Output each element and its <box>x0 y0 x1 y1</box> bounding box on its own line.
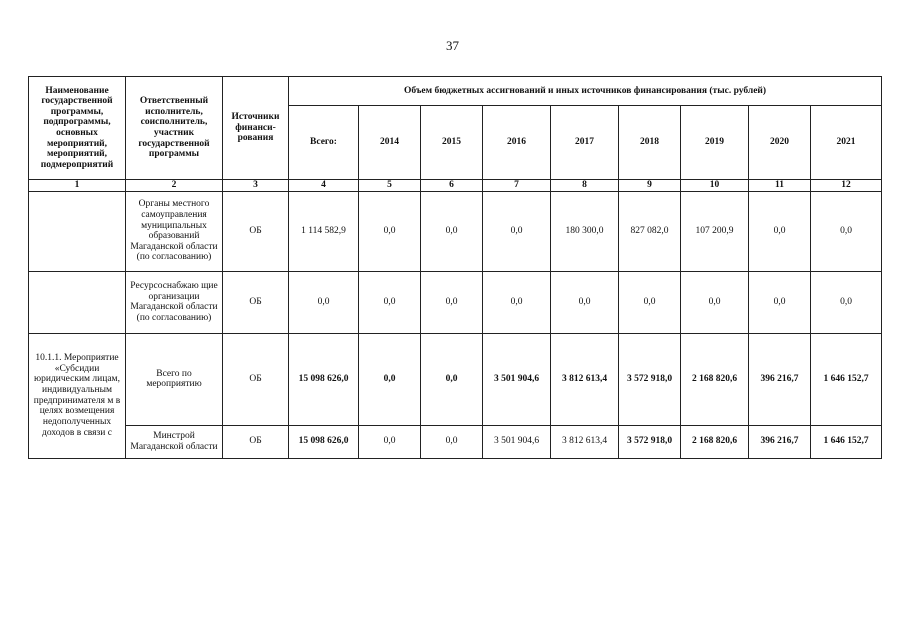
year-cell: 0,0 <box>551 271 619 333</box>
year-cell: 827 082,0 <box>619 191 681 271</box>
column-number: 12 <box>811 180 882 192</box>
column-number: 3 <box>223 180 289 192</box>
header-year: 2017 <box>551 106 619 180</box>
header-responsible: Ответственный исполнитель, соисполнитель, участник государственной программы <box>126 77 223 180</box>
source-cell: ОБ <box>223 425 289 458</box>
row-name-cell <box>29 271 126 333</box>
budget-table <box>28 76 882 459</box>
year-cell: 3 501 904,6 <box>483 425 551 458</box>
header-year: 2014 <box>359 106 421 180</box>
year-cell: 2 168 820,6 <box>681 425 749 458</box>
measure-name-cell: 10.1.1. Мероприятие «Субсидии юридическим лицам, индивидуальным предпринимателя м в целях возмещения недополученных доходов в связи с <box>29 333 126 458</box>
header-volume: Объем бюджетных ассигнований и иных источников финансирования (тыс. рублей) <box>289 77 882 106</box>
table-row <box>29 425 882 458</box>
header-year: 2016 <box>483 106 551 180</box>
row-name-cell <box>29 191 126 271</box>
column-number: 6 <box>421 180 483 192</box>
page-number: 37 <box>446 38 459 53</box>
header-year: 2020 <box>749 106 811 180</box>
source-cell: ОБ <box>223 271 289 333</box>
total-cell: 1 114 582,9 <box>289 191 359 271</box>
responsible-cell: Ресурсоснабжаю щие организации Магаданской области (по согласованию) <box>126 271 223 333</box>
year-cell: 0,0 <box>421 425 483 458</box>
year-cell: 0,0 <box>421 333 483 425</box>
year-cell: 3 812 613,4 <box>551 425 619 458</box>
year-cell: 0,0 <box>811 191 882 271</box>
total-cell: 15 098 626,0 <box>289 425 359 458</box>
header-year: 2019 <box>681 106 749 180</box>
year-cell: 0,0 <box>483 271 551 333</box>
total-cell: 0,0 <box>289 271 359 333</box>
year-cell: 0,0 <box>359 425 421 458</box>
table-row <box>29 333 882 425</box>
source-cell: ОБ <box>223 191 289 271</box>
column-number: 8 <box>551 180 619 192</box>
year-cell: 0,0 <box>749 191 811 271</box>
year-cell: 0,0 <box>811 271 882 333</box>
year-cell: 396 216,7 <box>749 425 811 458</box>
responsible-cell: Всего по мероприятию <box>126 333 223 425</box>
source-cell: ОБ <box>223 333 289 425</box>
year-cell: 0,0 <box>421 191 483 271</box>
year-cell: 1 646 152,7 <box>811 333 882 425</box>
column-number: 9 <box>619 180 681 192</box>
column-number: 2 <box>126 180 223 192</box>
column-number: 1 <box>29 180 126 192</box>
year-cell: 0,0 <box>681 271 749 333</box>
year-cell: 0,0 <box>483 191 551 271</box>
year-cell: 0,0 <box>421 271 483 333</box>
column-number: 7 <box>483 180 551 192</box>
year-cell: 0,0 <box>619 271 681 333</box>
year-cell: 0,0 <box>749 271 811 333</box>
header-total: Всего: <box>289 106 359 180</box>
responsible-cell: Минстрой Магаданской области <box>126 425 223 458</box>
year-cell: 1 646 152,7 <box>811 425 882 458</box>
column-number-row <box>29 180 882 192</box>
column-number: 10 <box>681 180 749 192</box>
year-cell: 0,0 <box>359 333 421 425</box>
header-row <box>29 77 882 106</box>
table-row <box>29 271 882 333</box>
header-name: Наименование государственной программы, подпрограммы, основных мероприятий, мероприятий, подмероприятий <box>29 77 126 180</box>
year-cell: 3 812 613,4 <box>551 333 619 425</box>
column-number: 11 <box>749 180 811 192</box>
column-number: 5 <box>359 180 421 192</box>
header-sources: Источники финанси-рования <box>223 77 289 180</box>
year-cell: 3 501 904,6 <box>483 333 551 425</box>
header-year: 2018 <box>619 106 681 180</box>
year-cell: 0,0 <box>359 191 421 271</box>
year-cell: 3 572 918,0 <box>619 425 681 458</box>
year-cell: 107 200,9 <box>681 191 749 271</box>
header-year: 2021 <box>811 106 882 180</box>
year-cell: 396 216,7 <box>749 333 811 425</box>
header-year: 2015 <box>421 106 483 180</box>
year-cell: 2 168 820,6 <box>681 333 749 425</box>
year-cell: 180 300,0 <box>551 191 619 271</box>
year-cell: 0,0 <box>359 271 421 333</box>
year-cell: 3 572 918,0 <box>619 333 681 425</box>
total-cell: 15 098 626,0 <box>289 333 359 425</box>
column-number: 4 <box>289 180 359 192</box>
responsible-cell: Органы местного самоуправления муниципальных образований Магаданской области (по согласованию) <box>126 191 223 271</box>
table-row <box>29 191 882 271</box>
